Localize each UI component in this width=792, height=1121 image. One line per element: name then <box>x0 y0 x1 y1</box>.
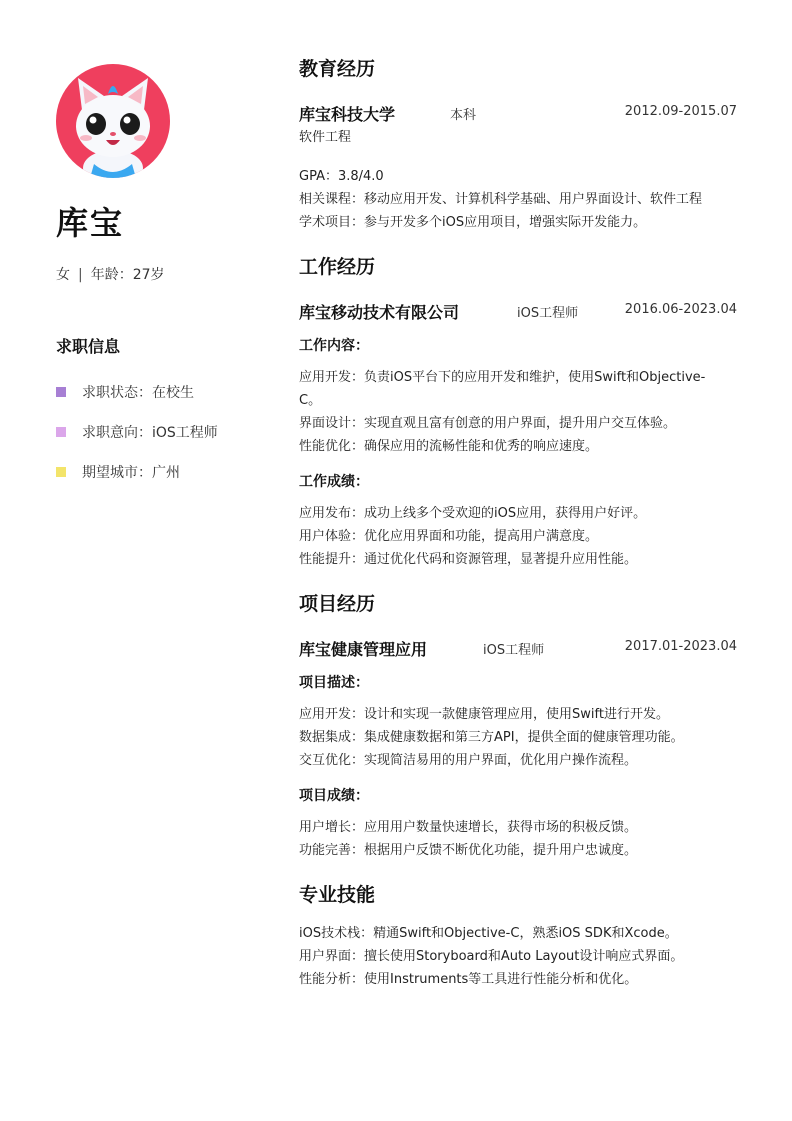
section-title: 项目经历 <box>299 593 376 615</box>
project-role: iOS工程师 <box>483 643 545 658</box>
subsection-title: 项目成绩： <box>299 788 369 804</box>
project-achievement-line: 用户增长：应用用户数量快速增长，获得市场的积极反馈。 <box>299 820 638 835</box>
job-intent-list <box>56 383 256 481</box>
skill-line: 性能分析：使用Instruments等工具进行性能分析和优化。 <box>299 972 638 987</box>
project-section <box>299 591 739 862</box>
education-section <box>299 56 739 234</box>
education-date: 2012.09-2015.07 <box>624 104 737 119</box>
gpa: GPA：3.8/4.0 <box>299 169 384 184</box>
subsection-title: 工作成绩： <box>299 474 369 490</box>
work-role: iOS工程师 <box>517 306 579 321</box>
school-name: 库宝科技大学 <box>299 105 396 124</box>
work-achievement-line: 应用发布：成功上线多个受欢迎的iOS应用，获得用户好评。 <box>299 506 647 521</box>
education-header <box>299 102 739 124</box>
project-achievement-line: 功能完善：根据用户反馈不断优化功能，提升用户忠诚度。 <box>299 843 638 858</box>
work-section <box>299 254 739 571</box>
subsection-title: 工作内容： <box>299 338 369 354</box>
degree: 本科 <box>450 108 477 123</box>
work-content-line: 性能优化：确保应用的流畅性能和优秀的响应速度。 <box>299 439 599 454</box>
company-name: 库宝移动技术有限公司 <box>299 303 460 322</box>
project-header <box>299 637 739 659</box>
project-desc-line: 交互优化：实现简洁易用的用户界面，优化用户操作流程。 <box>299 753 638 768</box>
job-city-text: 期望城市：广州 <box>82 465 180 481</box>
project-desc-line: 应用开发：设计和实现一款健康管理应用，使用Swift进行开发。 <box>299 707 669 722</box>
job-target <box>56 423 256 441</box>
project-name: 库宝健康管理应用 <box>299 640 428 659</box>
section-title: 工作经历 <box>299 256 376 278</box>
basic-info <box>56 264 256 284</box>
job-city <box>56 463 256 481</box>
skills-section <box>299 882 739 991</box>
profile-name: 库宝 <box>56 204 125 242</box>
job-status <box>56 383 256 401</box>
skill-line: iOS技术栈：精通Swift和Objective-C，熟悉iOS SDK和Xcode。 <box>299 926 678 941</box>
divider: | <box>78 267 83 283</box>
avatar <box>56 64 170 178</box>
work-header <box>299 300 739 322</box>
square-bullet-icon <box>56 467 66 477</box>
project-date: 2017.01-2023.04 <box>624 639 737 654</box>
sidebar <box>56 64 256 481</box>
subsection-title: 项目描述： <box>299 675 369 691</box>
section-title: 教育经历 <box>299 58 376 80</box>
square-bullet-icon <box>56 427 66 437</box>
job-intent-title: 求职信息 <box>56 337 121 356</box>
skill-line: 用户界面：擅长使用Storyboard和Auto Layout设计响应式界面。 <box>299 949 684 964</box>
section-title: 专业技能 <box>299 884 376 906</box>
work-content-line: 应用开发：负责iOS平台下的应用开发和维护，使用Swift和Objective- <box>299 370 706 385</box>
academic-projects: 学术项目：参与开发多个iOS应用项目，增强实际开发能力。 <box>299 215 647 230</box>
job-status-text: 求职状态：在校生 <box>82 385 194 401</box>
cat-mascot-icon <box>56 64 170 178</box>
courses: 相关课程：移动应用开发、计算机科学基础、用户界面设计、软件工程 <box>299 192 703 207</box>
work-content-line: 界面设计：实现直观且富有创意的用户界面，提升用户交互体验。 <box>299 416 677 431</box>
work-achievement-line: 用户体验：优化应用界面和功能，提高用户满意度。 <box>299 529 599 544</box>
square-bullet-icon <box>56 387 66 397</box>
project-desc-line: 数据集成：集成健康数据和第三方API，提供全面的健康管理功能。 <box>299 730 684 745</box>
job-target-text: 求职意向：iOS工程师 <box>82 425 218 441</box>
gender: 女 <box>56 267 70 283</box>
major: 软件工程 <box>299 130 352 145</box>
age: 年龄：27岁 <box>90 267 165 283</box>
main-content <box>299 56 739 1011</box>
work-date: 2016.06-2023.04 <box>624 302 737 317</box>
work-achievement-line: 性能提升：通过优化代码和资源管理，显著提升应用性能。 <box>299 552 638 567</box>
work-content-line: C。 <box>299 393 322 408</box>
